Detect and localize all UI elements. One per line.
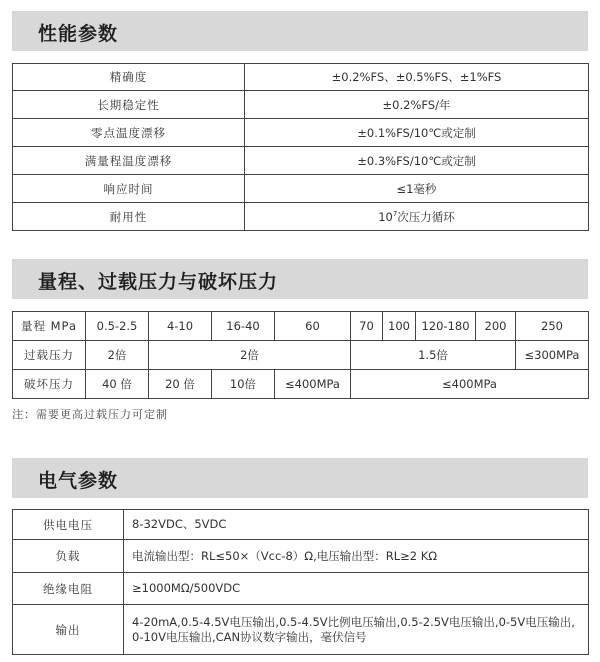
overload-cell: 1.5倍	[351, 341, 516, 370]
range-label: 量程 MPa	[13, 312, 86, 341]
table-row	[13, 573, 589, 605]
range-cell: 60	[275, 312, 351, 341]
table-row	[13, 370, 589, 399]
overload-cell: 2倍	[149, 341, 351, 370]
overload-cell: ≤300MPa	[516, 341, 589, 370]
burst-cell: 40 倍	[86, 370, 149, 399]
burst-cell: ≤400MPa	[351, 370, 589, 399]
durability-rest: 次压力循环	[397, 209, 455, 224]
durability-exponent: 7	[392, 209, 398, 218]
elec-label: 输出	[13, 605, 124, 655]
range-cell: 70	[351, 312, 383, 341]
elec-label: 绝缘电阻	[13, 573, 124, 605]
range-cell: 100	[383, 312, 416, 341]
elec-label: 供电电压	[13, 510, 124, 540]
durability-base: 10	[378, 209, 393, 224]
range-cell: 250	[516, 312, 589, 341]
perf-label: 零点温度漂移	[13, 119, 245, 147]
table-row	[13, 91, 589, 119]
perf-value: ±0.2%FS、±0.5%FS、±1%FS	[245, 64, 589, 91]
elec-label: 负载	[13, 540, 124, 573]
overload-cell: 2倍	[86, 341, 149, 370]
table-row	[13, 203, 589, 231]
perf-label: 响应时间	[13, 175, 245, 203]
elec-value	[124, 605, 589, 655]
electrical-table	[12, 509, 589, 655]
burst-cell: 20 倍	[149, 370, 212, 399]
table-row	[13, 64, 589, 91]
section-title-electrical: 电气参数	[38, 470, 119, 492]
performance-table	[12, 63, 589, 231]
burst-cell: ≤400MPa	[275, 370, 351, 399]
perf-label: 精确度	[13, 64, 245, 91]
elec-value: 8-32VDC、5VDC	[124, 510, 589, 540]
perf-label: 满量程温度漂移	[13, 147, 245, 175]
table-row	[13, 510, 589, 540]
section-header-performance	[12, 11, 588, 51]
perf-value: ±0.1%FS/10℃或定制	[245, 119, 589, 147]
table-row	[13, 341, 589, 370]
range-table	[12, 311, 589, 399]
note-text: 注：需要更高过载压力可定制	[12, 408, 168, 421]
overload-label: 过载压力	[13, 341, 86, 370]
perf-value: ±0.2%FS/年	[245, 91, 589, 119]
range-cell: 4-10	[149, 312, 212, 341]
table-row	[13, 605, 589, 655]
burst-cell: 10倍	[212, 370, 275, 399]
range-cell: 16-40	[212, 312, 275, 341]
range-cell: 200	[476, 312, 516, 341]
perf-label: 长期稳定性	[13, 91, 245, 119]
range-cell: 0.5-2.5	[86, 312, 149, 341]
elec-value: 电流输出型：RL≤50×（Vcc-8）Ω,电压输出型：RL≥2 KΩ	[124, 540, 589, 573]
perf-value: ±0.3%FS/10℃或定制	[245, 147, 589, 175]
section-title-range: 量程、过载压力与破坏压力	[38, 271, 279, 293]
elec-value: ≥1000MΩ/500VDC	[124, 573, 589, 605]
section-header-range	[12, 259, 588, 299]
table-row	[13, 147, 589, 175]
perf-value: ≤1毫秒	[245, 175, 589, 203]
perf-value	[245, 203, 589, 231]
output-line-1: 4-20mA,0.5-4.5V电压输出,0.5-4.5V比例电压输出,0.5-2.5V电压输出,0-5V电压输出,	[132, 614, 575, 629]
section-title-performance: 性能参数	[38, 23, 119, 45]
perf-label: 耐用性	[13, 203, 245, 231]
burst-label: 破坏压力	[13, 370, 86, 399]
section-header-electrical	[12, 458, 588, 498]
table-row	[13, 175, 589, 203]
table-row	[13, 540, 589, 573]
table-row	[13, 119, 589, 147]
output-line-2: 0-10V电压输出,CAN协议数字输出，毫伏信号	[132, 629, 367, 644]
table-row	[13, 312, 589, 341]
range-cell: 120-180	[416, 312, 476, 341]
